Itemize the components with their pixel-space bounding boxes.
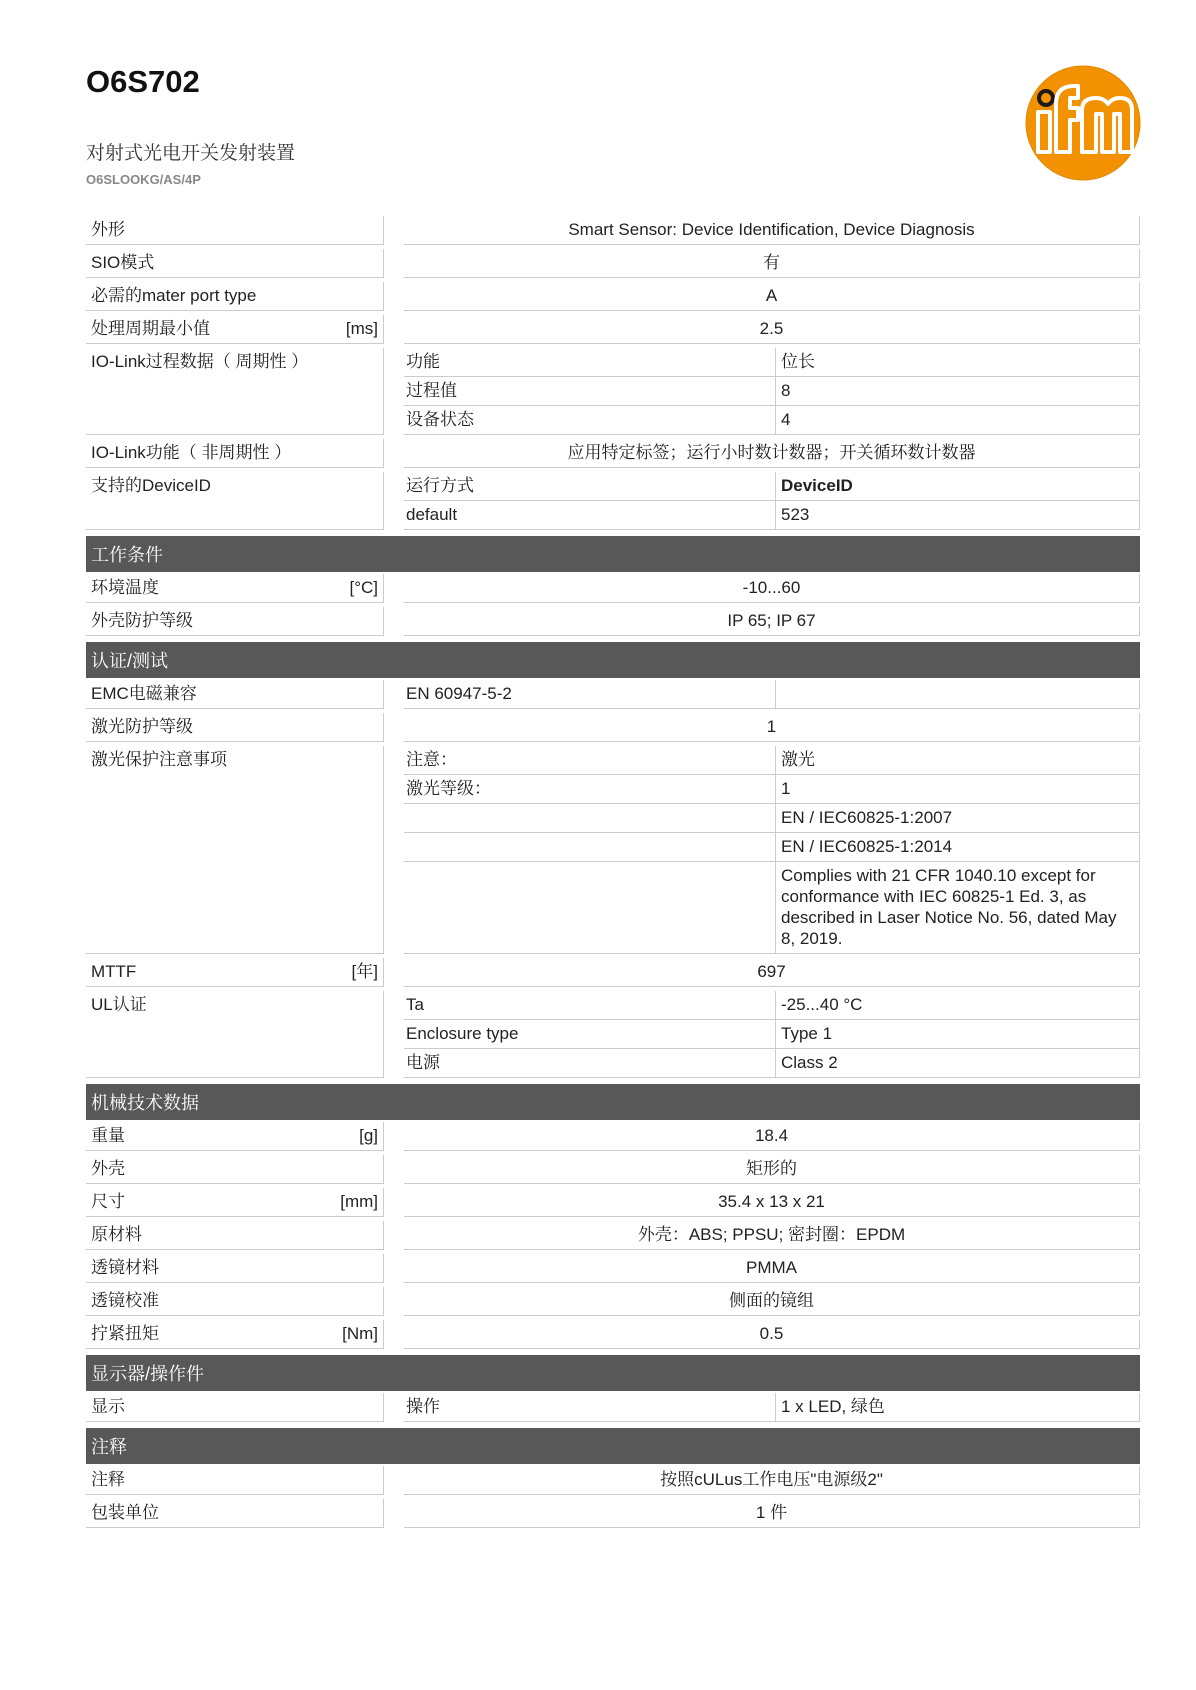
spec-unit: [°C] xyxy=(349,578,378,597)
spec-subrow xyxy=(404,833,1140,862)
spec-label-cell xyxy=(86,1122,384,1151)
spec-row xyxy=(86,958,1140,987)
spec-subvalue: 8 xyxy=(776,377,1140,406)
spec-value: 1 件 xyxy=(404,1499,1140,1528)
spec-sheet xyxy=(86,216,1140,1532)
spec-label: IO-Link功能（ 非周期性 ） xyxy=(91,443,292,462)
spec-label: 尺寸 xyxy=(91,1192,125,1211)
spec-subkey: default xyxy=(404,501,776,530)
spec-subtable xyxy=(404,1393,1140,1422)
spec-subrow xyxy=(404,862,1140,954)
spec-subkey: Enclosure type xyxy=(404,1020,776,1049)
spec-value: 按照cULus工作电压"电源级2" xyxy=(404,1466,1140,1495)
spec-label-cell xyxy=(86,574,384,603)
spec-label-cell xyxy=(86,958,384,987)
spec-row xyxy=(86,1188,1140,1217)
spec-label-cell xyxy=(86,991,384,1078)
spec-subvalue: 4 xyxy=(776,406,1140,435)
spec-label: 外形 xyxy=(91,220,125,239)
spec-label: 激光防护等级 xyxy=(91,717,193,736)
spec-label-cell xyxy=(86,249,384,278)
spec-label-cell xyxy=(86,1320,384,1349)
spec-row xyxy=(86,1393,1140,1422)
spec-value: -10...60 xyxy=(404,574,1140,603)
spec-row xyxy=(86,1254,1140,1283)
spec-value: PMMA xyxy=(404,1254,1140,1283)
spec-row xyxy=(86,1155,1140,1184)
spec-label: 显示 xyxy=(91,1397,125,1416)
spec-value: 697 xyxy=(404,958,1140,987)
spec-label-cell xyxy=(86,1466,384,1495)
spec-label-cell xyxy=(86,1188,384,1217)
spec-unit: [Nm] xyxy=(342,1324,378,1343)
spec-label-cell xyxy=(86,348,384,435)
spec-row xyxy=(86,472,1140,530)
spec-subvalue: EN / IEC60825-1:2007 xyxy=(776,804,1140,833)
spec-label: IO-Link过程数据（ 周期性 ） xyxy=(91,352,309,371)
spec-subkey xyxy=(404,833,776,862)
spec-subrow xyxy=(404,501,1140,530)
spec-value: 0.5 xyxy=(404,1320,1140,1349)
spec-value: 1 xyxy=(404,713,1140,742)
spec-subvalue: DeviceID xyxy=(776,472,1140,501)
spec-subtable xyxy=(404,680,1140,709)
spec-subkey: 注意： xyxy=(404,746,776,775)
spec-subkey xyxy=(404,862,776,954)
spec-label: 透镜校准 xyxy=(91,1291,159,1310)
spec-row xyxy=(86,439,1140,468)
spec-subtable xyxy=(404,348,1140,435)
spec-label: SIO模式 xyxy=(91,253,155,272)
spec-label: EMC电磁兼容 xyxy=(91,684,197,703)
section-header: 显示器/操作件 xyxy=(86,1355,1140,1391)
spec-subtable xyxy=(404,746,1140,954)
spec-label: 拧紧扭矩 xyxy=(91,1324,159,1343)
spec-label-cell xyxy=(86,1221,384,1250)
spec-row xyxy=(86,713,1140,742)
spec-row xyxy=(86,1466,1140,1495)
spec-subkey: 功能 xyxy=(404,348,776,377)
spec-label: 原材料 xyxy=(91,1225,142,1244)
spec-row xyxy=(86,1287,1140,1316)
spec-subrow xyxy=(404,348,1140,377)
spec-label: 透镜材料 xyxy=(91,1258,159,1277)
spec-label-cell xyxy=(86,680,384,709)
spec-subvalue: Type 1 xyxy=(776,1020,1140,1049)
spec-subvalue: 1 x LED, 绿色 xyxy=(776,1393,1140,1422)
spec-label: 注释 xyxy=(91,1470,125,1489)
spec-label: 包装单位 xyxy=(91,1503,159,1522)
product-subtitle: 对射式光电开关发射装置 xyxy=(86,143,296,164)
spec-value: 2.5 xyxy=(404,315,1140,344)
section-header: 机械技术数据 xyxy=(86,1084,1140,1120)
spec-row xyxy=(86,216,1140,245)
spec-unit: [mm] xyxy=(340,1192,378,1211)
spec-row xyxy=(86,574,1140,603)
spec-row xyxy=(86,348,1140,435)
section-header: 认证/测试 xyxy=(86,642,1140,678)
spec-subrow xyxy=(404,377,1140,406)
spec-unit: [ms] xyxy=(345,319,378,338)
spec-label: 激光保护注意事项 xyxy=(91,750,227,769)
spec-label: 重量 xyxy=(91,1126,125,1145)
spec-subkey: 运行方式 xyxy=(404,472,776,501)
spec-label-cell xyxy=(86,1499,384,1528)
spec-label-cell xyxy=(86,607,384,636)
spec-subkey: EN 60947-5-2 xyxy=(404,680,776,709)
spec-label-cell xyxy=(86,282,384,311)
spec-unit: [年] xyxy=(351,962,378,981)
product-title: O6S702 xyxy=(86,64,200,99)
spec-subrow xyxy=(404,1049,1140,1078)
spec-label: UL认证 xyxy=(91,995,147,1014)
spec-subrow xyxy=(404,406,1140,435)
spec-row xyxy=(86,282,1140,311)
spec-row xyxy=(86,315,1140,344)
spec-row xyxy=(86,607,1140,636)
spec-subvalue: Complies with 21 CFR 1040.10 except for conformance with IEC 60825-1 Ed. 3, as described in Laser Notice No. 56, dated May 8, 2019. xyxy=(776,862,1140,954)
ifm-logo xyxy=(1024,64,1142,182)
spec-subkey xyxy=(404,804,776,833)
section-header: 注释 xyxy=(86,1428,1140,1464)
spec-value: IP 65; IP 67 xyxy=(404,607,1140,636)
spec-subrow xyxy=(404,1020,1140,1049)
spec-subvalue: EN / IEC60825-1:2014 xyxy=(776,833,1140,862)
spec-label: MTTF xyxy=(91,962,137,981)
spec-subvalue: Class 2 xyxy=(776,1049,1140,1078)
spec-subvalue xyxy=(776,680,1140,709)
spec-subvalue: 位长 xyxy=(776,348,1140,377)
spec-row xyxy=(86,680,1140,709)
spec-subkey: 操作 xyxy=(404,1393,776,1422)
spec-label-cell xyxy=(86,216,384,245)
spec-subvalue: 激光 xyxy=(776,746,1140,775)
spec-subrow xyxy=(404,991,1140,1020)
spec-subkey: 激光等级： xyxy=(404,775,776,804)
spec-row xyxy=(86,1499,1140,1528)
spec-label-cell xyxy=(86,439,384,468)
spec-subkey: Ta xyxy=(404,991,776,1020)
spec-subrow xyxy=(404,680,1140,709)
spec-subtable xyxy=(404,472,1140,530)
spec-value: 有 xyxy=(404,249,1140,278)
spec-label: 外壳防护等级 xyxy=(91,611,193,630)
spec-unit: [g] xyxy=(359,1126,378,1145)
spec-subkey: 电源 xyxy=(404,1049,776,1078)
spec-subvalue: 1 xyxy=(776,775,1140,804)
spec-value: 18.4 xyxy=(404,1122,1140,1151)
spec-row xyxy=(86,746,1140,954)
spec-subvalue: 523 xyxy=(776,501,1140,530)
spec-subrow xyxy=(404,775,1140,804)
spec-subrow xyxy=(404,472,1140,501)
spec-label: 必需的mater port type xyxy=(91,286,257,305)
spec-label-cell xyxy=(86,472,384,530)
spec-label: 环境温度 xyxy=(91,578,159,597)
spec-subrow xyxy=(404,746,1140,775)
spec-label: 处理周期最小值 xyxy=(91,319,210,338)
spec-value: 侧面的镜组 xyxy=(404,1287,1140,1316)
spec-label-cell xyxy=(86,713,384,742)
spec-subkey: 过程值 xyxy=(404,377,776,406)
spec-value: 矩形的 xyxy=(404,1155,1140,1184)
spec-row xyxy=(86,1122,1140,1151)
spec-label: 外壳 xyxy=(91,1159,125,1178)
spec-value: Smart Sensor: Device Identification, Device Diagnosis xyxy=(404,216,1140,245)
spec-row xyxy=(86,991,1140,1078)
spec-label-cell xyxy=(86,1254,384,1283)
spec-row xyxy=(86,1221,1140,1250)
spec-subvalue: -25...40 °C xyxy=(776,991,1140,1020)
spec-label: 支持的DeviceID xyxy=(91,476,211,495)
spec-value: 应用特定标签；运行小时数计数器；开关循环数计数器 xyxy=(404,439,1140,468)
spec-value: 外壳：ABS; PPSU; 密封圈：EPDM xyxy=(404,1221,1140,1250)
spec-row xyxy=(86,1320,1140,1349)
spec-value: A xyxy=(404,282,1140,311)
spec-subtable xyxy=(404,991,1140,1078)
spec-label-cell xyxy=(86,1287,384,1316)
spec-row xyxy=(86,249,1140,278)
spec-value: 35.4 x 13 x 21 xyxy=(404,1188,1140,1217)
spec-label-cell xyxy=(86,1155,384,1184)
spec-label-cell xyxy=(86,1393,384,1422)
product-code: O6SLOOKG/AS/4P xyxy=(86,172,201,187)
spec-subkey: 设备状态 xyxy=(404,406,776,435)
spec-label-cell xyxy=(86,315,384,344)
spec-label-cell xyxy=(86,746,384,954)
spec-subrow xyxy=(404,1393,1140,1422)
spec-subrow xyxy=(404,804,1140,833)
section-header: 工作条件 xyxy=(86,536,1140,572)
